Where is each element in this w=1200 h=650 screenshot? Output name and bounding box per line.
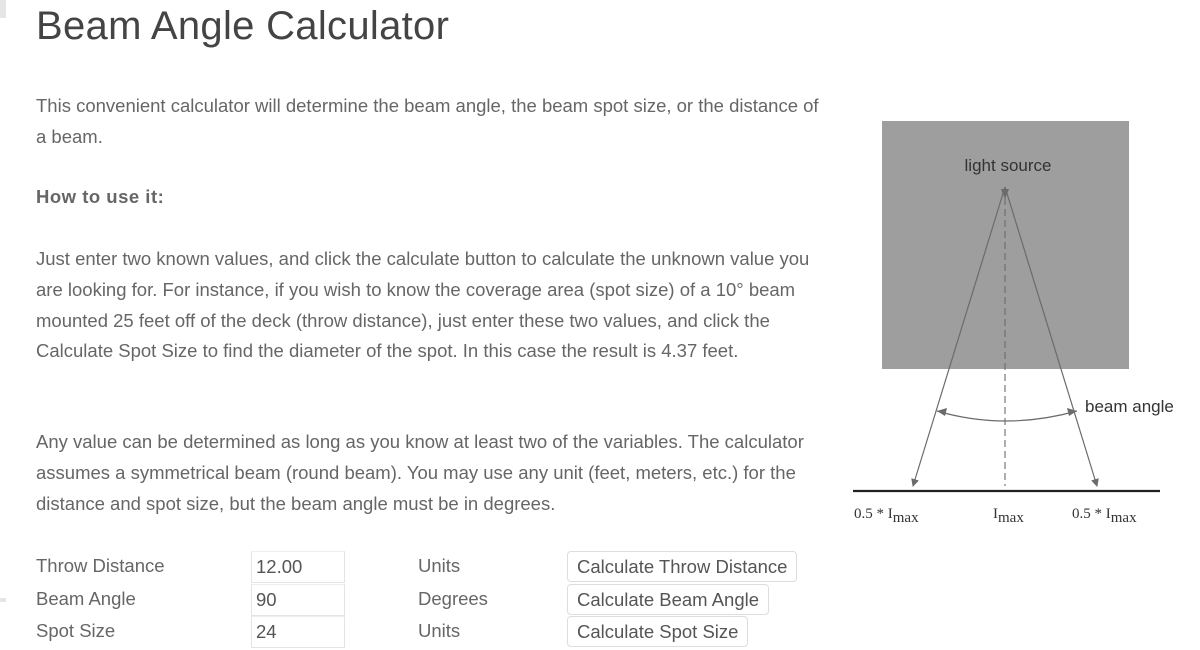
- beam-angle-diagram: [845, 115, 1190, 535]
- spot-size-input[interactable]: [251, 616, 345, 648]
- throw-distance-row: [0, 551, 900, 583]
- beam-angle-arc: [937, 411, 1077, 421]
- light-source-label: light source: [964, 156, 1052, 175]
- throw-distance-input[interactable]: [251, 551, 345, 583]
- left-intensity-label: 0.5 * Imax: [854, 506, 919, 526]
- beam-angle-unit: Degrees: [418, 588, 488, 609]
- beam-angle-label: Beam Angle: [36, 588, 136, 609]
- how-to-heading: How to use it:: [36, 186, 165, 207]
- beam-angle-row: [0, 584, 900, 616]
- center-intensity-label: Imax: [993, 506, 1024, 526]
- notes-paragraph: Any value can be determined as long as you know at least two of the variables. The calculator assumes a symmetrical beam (round beam). You may use any unit (feet, meters, etc.) for the distance and spot size, but the beam angle must be in degrees.: [36, 431, 804, 514]
- throw-distance-label: Throw Distance: [36, 555, 165, 576]
- beam-angle-input[interactable]: [251, 584, 345, 616]
- edge-mark-top: [0, 0, 6, 18]
- spot-size-label: Spot Size: [36, 620, 116, 641]
- calculate-beam-angle-button[interactable]: Calculate Beam Angle: [567, 584, 769, 615]
- calculate-spot-size-button[interactable]: Calculate Spot Size: [567, 616, 748, 647]
- intro-paragraph: This convenient calculator will determine the beam angle, the beam spot size, or the distance of a beam.: [36, 95, 819, 147]
- right-intensity-label: 0.5 * Imax: [1072, 506, 1137, 526]
- spot-size-row: [0, 616, 900, 648]
- page-title: Beam Angle Calculator: [36, 4, 450, 48]
- throw-distance-unit: Units: [418, 555, 461, 576]
- calculate-throw-distance-button[interactable]: Calculate Throw Distance: [567, 551, 797, 582]
- beam-angle-label: beam angle: [1085, 397, 1174, 416]
- spot-size-unit: Units: [418, 620, 461, 641]
- instructions-paragraph: Just enter two known values, and click the calculate button to calculate the unknown value you are looking for. For instance, if you wish to know the coverage area (spot size) of a 10° beam mounted 25 feet off of the deck (throw distance), just enter these two values, and click the Calculate Spot Size to find the diameter of the spot. In this case the result is 4.37 feet.: [36, 248, 810, 362]
